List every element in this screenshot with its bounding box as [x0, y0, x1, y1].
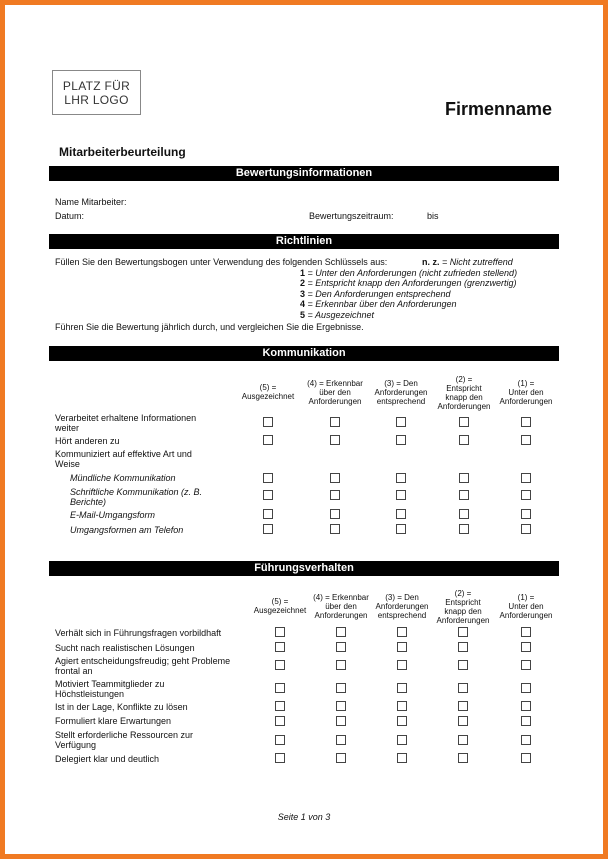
rating-key-text: = Unter den Anforderungen (nicht zufrieden stellend) — [305, 268, 518, 278]
rating-column-header: (2) = Entspricht knapp den Anforderungen — [436, 589, 490, 625]
rating-checkbox[interactable] — [263, 417, 273, 427]
rating-checkbox[interactable] — [330, 524, 340, 534]
rating-checkbox[interactable] — [275, 660, 285, 670]
rating-column-header: (4) = Erkennbar über den Anforderungen — [313, 593, 369, 620]
rating-key-code: n. z. — [422, 257, 440, 267]
rating-key-code: 1 — [300, 268, 306, 278]
section-header-info: Bewertungsinformationen — [49, 166, 559, 181]
date-label: Datum: — [55, 211, 85, 221]
rating-checkbox[interactable] — [397, 642, 407, 652]
rating-column-header: (1) = Unter den Anforderungen — [499, 593, 553, 620]
rating-checkbox[interactable] — [458, 627, 468, 637]
rating-column-header: (4) = Erkennbar über den Anforderungen — [307, 379, 363, 406]
criterion-label: Motiviert Teammitglieder zu Höchstleistungen — [55, 679, 165, 699]
rating-checkbox[interactable] — [263, 473, 273, 483]
rating-checkbox[interactable] — [263, 524, 273, 534]
rating-key-code: 3 — [300, 289, 306, 299]
rating-checkbox[interactable] — [521, 660, 531, 670]
rating-checkbox[interactable] — [397, 716, 407, 726]
rating-checkbox[interactable] — [521, 417, 531, 427]
rating-column-header: (1) = Unter den Anforderungen — [499, 379, 553, 406]
criterion-label: Formuliert klare Erwartungen — [55, 716, 172, 726]
rating-column-header: (5) = Ausgezeichnet — [241, 383, 295, 401]
rating-checkbox[interactable] — [397, 627, 407, 637]
period-label: Bewertungszeitraum: — [309, 211, 394, 221]
rating-checkbox[interactable] — [336, 735, 346, 745]
rating-checkbox[interactable] — [459, 473, 469, 483]
sub-criterion-label: Schriftliche Kommunikation (z. B. Berichte) — [70, 487, 203, 507]
rating-column-header: (3) = Den Anforderungen entsprechend — [374, 379, 428, 406]
section-header-communication: Kommunikation — [49, 346, 559, 361]
rating-checkbox[interactable] — [521, 642, 531, 652]
rating-key-code: 4 — [300, 299, 306, 309]
logo-placeholder — [52, 70, 141, 115]
guidelines-outro: Führen Sie die Bewertung jährlich durch, und vergleichen Sie die Ergebnisse. — [55, 322, 364, 332]
logo-text: PLATZ FÜR LHR LOGO — [62, 78, 131, 107]
rating-checkbox[interactable] — [397, 753, 407, 763]
rating-checkbox[interactable] — [336, 701, 346, 711]
rating-key-code: 2 — [300, 278, 306, 288]
rating-checkbox[interactable] — [521, 735, 531, 745]
rating-checkbox[interactable] — [263, 490, 273, 500]
rating-key-text: = Nicht zutreffend — [439, 257, 513, 267]
until-label: bis — [427, 211, 439, 221]
criterion-label: Kommuniziert auf effektive Art und Weise — [55, 449, 192, 469]
rating-checkbox[interactable] — [396, 435, 406, 445]
rating-checkbox[interactable] — [458, 683, 468, 693]
rating-column-header: (5) = Ausgezeichnet — [253, 597, 307, 615]
rating-checkbox[interactable] — [521, 701, 531, 711]
rating-checkbox[interactable] — [459, 490, 469, 500]
rating-checkbox[interactable] — [521, 683, 531, 693]
rating-checkbox[interactable] — [336, 627, 346, 637]
criterion-label: Delegiert klar und deutlich — [55, 754, 160, 764]
rating-checkbox[interactable] — [458, 735, 468, 745]
sub-criterion-label: Mündliche Kommunikation — [70, 473, 176, 483]
document-title: Mitarbeiterbeurteilung — [59, 145, 186, 159]
rating-key-text: = Ausgezeichnet — [305, 310, 374, 320]
rating-checkbox[interactable] — [458, 753, 468, 763]
criterion-label: Sucht nach realistischen Lösungen — [55, 643, 195, 653]
rating-checkbox[interactable] — [397, 735, 407, 745]
rating-checkbox[interactable] — [275, 753, 285, 763]
criterion-label: Verhält sich in Führungsfragen vorbildhaft — [55, 628, 222, 638]
rating-checkbox[interactable] — [275, 701, 285, 711]
rating-checkbox[interactable] — [275, 716, 285, 726]
rating-checkbox[interactable] — [459, 524, 469, 534]
rating-key-item — [300, 310, 374, 321]
rating-checkbox[interactable] — [330, 490, 340, 500]
rating-column-header: (3) = Den Anforderungen entsprechend — [375, 593, 429, 620]
rating-checkbox[interactable] — [396, 473, 406, 483]
rating-checkbox[interactable] — [397, 683, 407, 693]
criterion-label: Ist in der Lage, Konflikte zu lösen — [55, 702, 188, 712]
rating-checkbox[interactable] — [521, 753, 531, 763]
employee-name-label: Name Mitarbeiter: — [55, 197, 127, 207]
rating-key-item — [300, 278, 517, 289]
sub-criterion-label: Umgangsformen am Telefon — [70, 525, 184, 535]
rating-checkbox[interactable] — [275, 735, 285, 745]
rating-checkbox[interactable] — [459, 417, 469, 427]
rating-checkbox[interactable] — [330, 417, 340, 427]
guidelines-intro: Füllen Sie den Bewertungsbogen unter Verwendung des folgenden Schlüssels aus: — [55, 257, 388, 267]
rating-checkbox[interactable] — [458, 716, 468, 726]
rating-checkbox[interactable] — [396, 524, 406, 534]
rating-checkbox[interactable] — [521, 627, 531, 637]
rating-key-item — [422, 257, 513, 268]
rating-key-text: = Erkennbar über den Anforderungen — [305, 299, 457, 309]
section-header-guidelines: Richtlinien — [49, 234, 559, 249]
rating-checkbox[interactable] — [521, 716, 531, 726]
rating-checkbox[interactable] — [521, 490, 531, 500]
rating-checkbox[interactable] — [336, 660, 346, 670]
rating-checkbox[interactable] — [336, 683, 346, 693]
criterion-label: Agiert entscheidungsfreudig; geht Probleme frontal an — [55, 656, 231, 676]
rating-checkbox[interactable] — [397, 701, 407, 711]
rating-key-item — [300, 299, 457, 310]
rating-checkbox[interactable] — [396, 509, 406, 519]
section-header-leadership: Führungsverhalten — [49, 561, 559, 576]
rating-checkbox[interactable] — [521, 473, 531, 483]
rating-checkbox[interactable] — [458, 642, 468, 652]
rating-column-header: (2) = Entspricht knapp den Anforderungen — [437, 375, 491, 411]
page-footer: Seite 1 von 3 — [277, 812, 331, 822]
rating-checkbox[interactable] — [521, 524, 531, 534]
rating-checkbox[interactable] — [263, 509, 273, 519]
rating-checkbox[interactable] — [458, 701, 468, 711]
rating-key-text: = Entspricht knapp den Anforderungen (grenzwertig) — [305, 278, 517, 288]
rating-key-text: = Den Anforderungen entsprechend — [305, 289, 451, 299]
rating-checkbox[interactable] — [330, 509, 340, 519]
criterion-label: Hört anderen zu — [55, 436, 120, 446]
rating-checkbox[interactable] — [521, 435, 531, 445]
rating-checkbox[interactable] — [397, 660, 407, 670]
rating-checkbox[interactable] — [521, 509, 531, 519]
rating-key-code: 5 — [300, 310, 306, 320]
rating-checkbox[interactable] — [336, 753, 346, 763]
rating-checkbox[interactable] — [459, 435, 469, 445]
rating-checkbox[interactable] — [458, 660, 468, 670]
rating-checkbox[interactable] — [330, 435, 340, 445]
rating-checkbox[interactable] — [396, 417, 406, 427]
rating-checkbox[interactable] — [336, 716, 346, 726]
rating-checkbox[interactable] — [396, 490, 406, 500]
sub-criterion-label: E-Mail-Umgangsform — [70, 510, 156, 520]
rating-checkbox[interactable] — [275, 683, 285, 693]
rating-checkbox[interactable] — [459, 509, 469, 519]
rating-checkbox[interactable] — [330, 473, 340, 483]
rating-checkbox[interactable] — [275, 627, 285, 637]
rating-checkbox[interactable] — [336, 642, 346, 652]
rating-checkbox[interactable] — [275, 642, 285, 652]
criterion-label: Verarbeitet erhaltene Informationen weiter — [55, 413, 197, 433]
company-name: Firmenname — [444, 99, 552, 119]
criterion-label: Stellt erforderliche Ressourcen zur Verfügung — [55, 730, 194, 750]
rating-checkbox[interactable] — [263, 435, 273, 445]
